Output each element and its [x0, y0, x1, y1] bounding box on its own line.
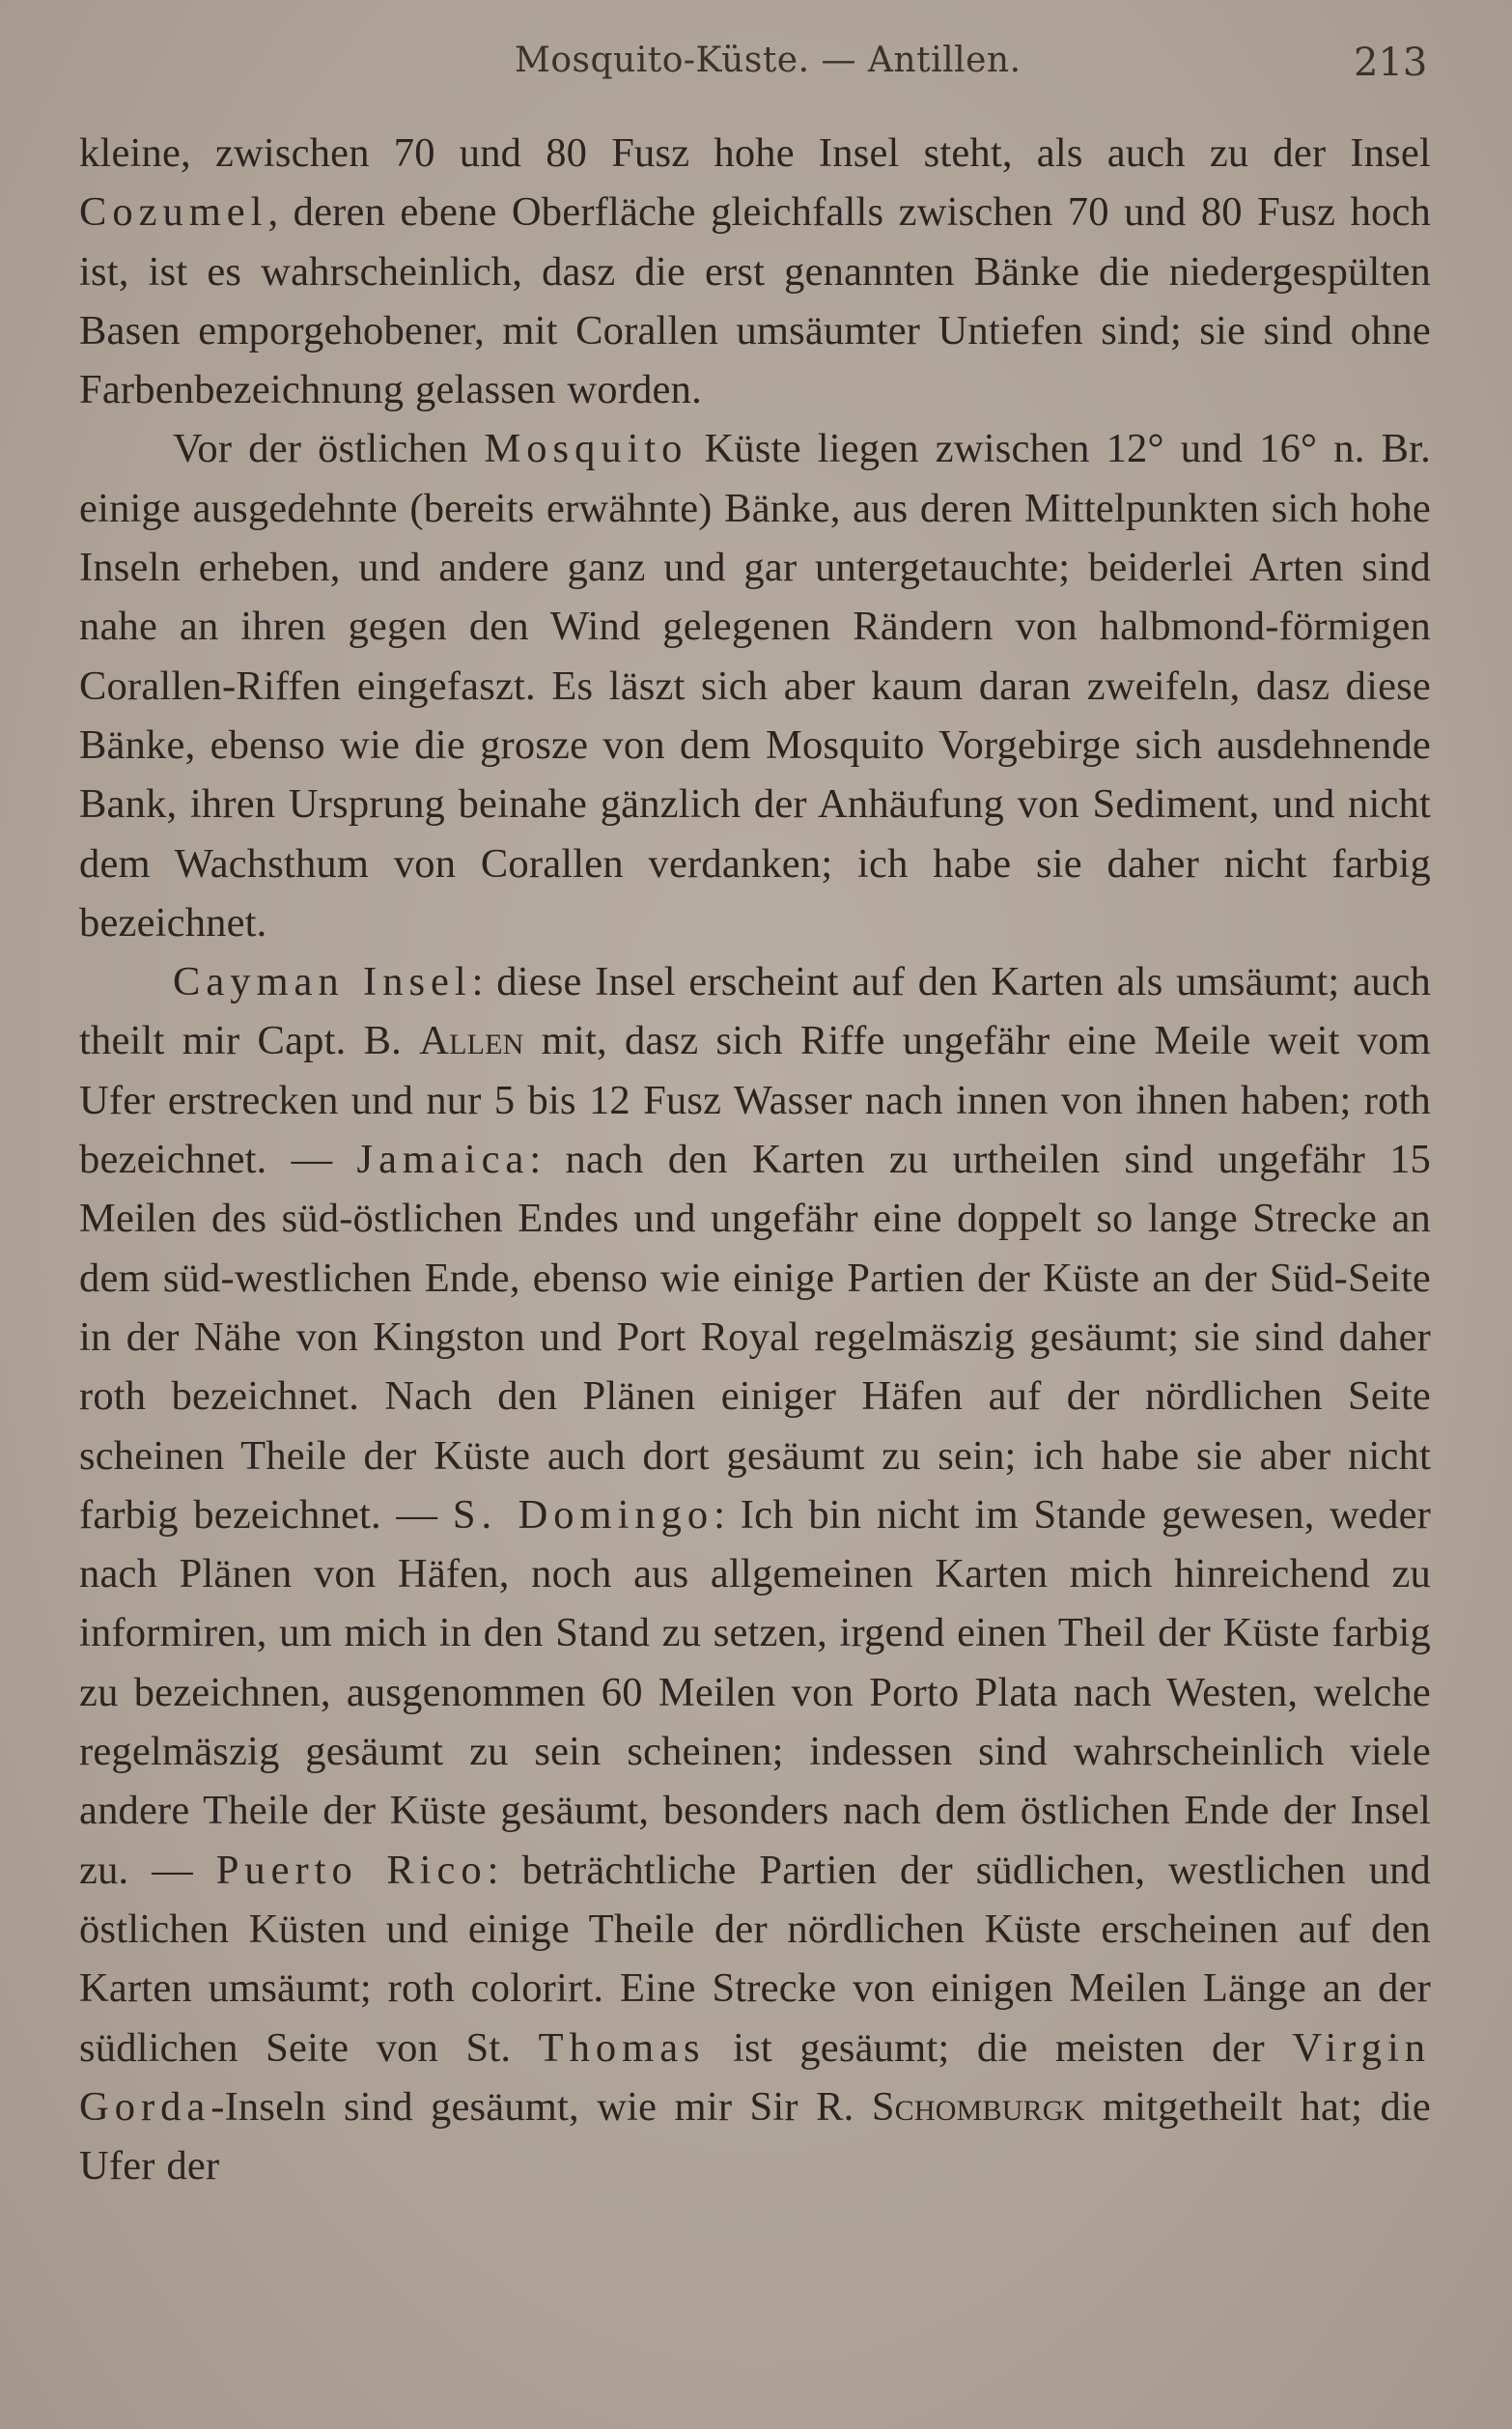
text-run: Küste liegen zwischen 12° und 16° n. Br. einige ausgedehnte (bereits erwähnte) Bänke, aus deren Mittelpunkten sich hohe Inseln erheben, und andere ganz und gar untergetauchte; beiderlei Arten sind nahe an ihren gegen den Wind gelegenen Rändern von halbmond-förmigen Corallen-Riffen eingefaszt. Es läszt sich aber kaum daran zweifeln, dasz diese Bänke, ebenso wie die grosze von dem Mosquito Vorgebirge sich ausdehnende Bank, ihren Ursprung beinahe gänzlich der Anhäufung von Sediment, und nicht dem Wachsthum von Corallen verdanken; ich habe sie daher nicht farbig bezeichnet. — [79, 426, 1431, 946]
place-name-mosquito: Mosquito — [484, 426, 688, 472]
place-name-domingo: S. Domingo — [452, 1491, 714, 1538]
page-header — [0, 37, 1512, 85]
text-run: : Ich bin nicht im Stande gewesen, weder nach Plänen von Häfen, noch aus allgemeinen Karten mich hinreichend zu informiren, um mich in den Stand zu setzen, irgend einen Theil der Küste farbig zu bezeichnen, ausgenommen 60 Meilen von Porto Plata nach Westen, welche regelmäszig gesäumt zu sein scheinen; indessen sind wahrscheinlich viele andere Theile der Küste gesäumt, besonders nach dem östlichen Ende der Insel zu. — — [79, 1491, 1431, 1893]
place-name-puerto-rico: Puerto Rico — [215, 1847, 488, 1893]
text-run: Vor der östlichen — [173, 426, 485, 472]
place-name-virgin-gorda: Virgin Gorda — [79, 2024, 1431, 2130]
text-run: mitgetheilt hat; die Ufer der — [79, 2083, 1431, 2189]
place-name-jamaica: Jamaica — [356, 1137, 530, 1183]
person-name-allen: Allen — [419, 1018, 524, 1064]
place-name-cayman: Cayman Insel — [173, 959, 472, 1005]
paragraph-cozumel — [79, 124, 1431, 419]
text-run: mit, dasz sich Riffe ungefähr eine Meile weit vom Ufer erstrecken und nur 5 bis 12 Fusz Wasser nach innen von ihnen haben; roth bezeichnet. — — [79, 1018, 1431, 1183]
page-number: 213 — [1354, 41, 1428, 85]
running-title: Mosquito-Küste. — Antillen. — [515, 41, 1022, 80]
text-run: kleine, zwischen 70 und 80 Fusz hohe Insel steht, als auch zu der Insel — [79, 130, 1431, 176]
text-run: : beträchtliche Partien der südlichen, westlichen und östlichen Küsten und einige Theile der nördlichen Küste erscheinen auf den Karten umsäumt; roth colorirt. Eine Strecke von einigen Meilen Länge an der südlichen Seite von St. — [79, 1847, 1431, 2071]
text-run: : diese Insel erscheint auf den Karten als umsäumt; auch theilt mir Capt. B. — [79, 959, 1431, 1064]
text-run: , deren ebene Oberfläche gleichfalls zwischen 70 und 80 Fusz hoch ist, ist es wahrscheinlich, dasz die erst genannten Bänke die niedergespülten Basen emporgehobener, mit Corallen umsäumter Untiefen sind; sie sind ohne Farbenbezeichnung gelassen worden. — [79, 189, 1431, 413]
person-name-schomburgk: Schomburgk — [871, 2083, 1085, 2130]
text-run: -Inseln sind gesäumt, wie mir Sir R. — [210, 2083, 872, 2130]
paragraph-mosquito — [79, 419, 1431, 952]
body-text — [79, 124, 1431, 2195]
text-run: ist gesäumt; die meisten der — [705, 2024, 1293, 2071]
paragraph-antilles — [79, 952, 1431, 2195]
text-run: : nach den Karten zu urtheilen sind ungefähr 15 Meilen des süd-östlichen Endes und ungefähr eine doppelt so lange Strecke an dem süd-westlichen Ende, ebenso wie einige Partien der Küste an der Süd-Seite in der Nähe von Kingston und Port Royal regelmäszig gesäumt; sie sind daher roth bezeichnet. Nach den Plänen einiger Häfen auf der nördlichen Seite scheinen Theile der Küste auch dort gesäumt zu sein; ich habe sie aber nicht farbig bezeichnet. — — [79, 1137, 1432, 1538]
place-name-cozumel: Cozumel — [79, 189, 268, 236]
place-name-thomas: Thomas — [538, 2024, 706, 2071]
